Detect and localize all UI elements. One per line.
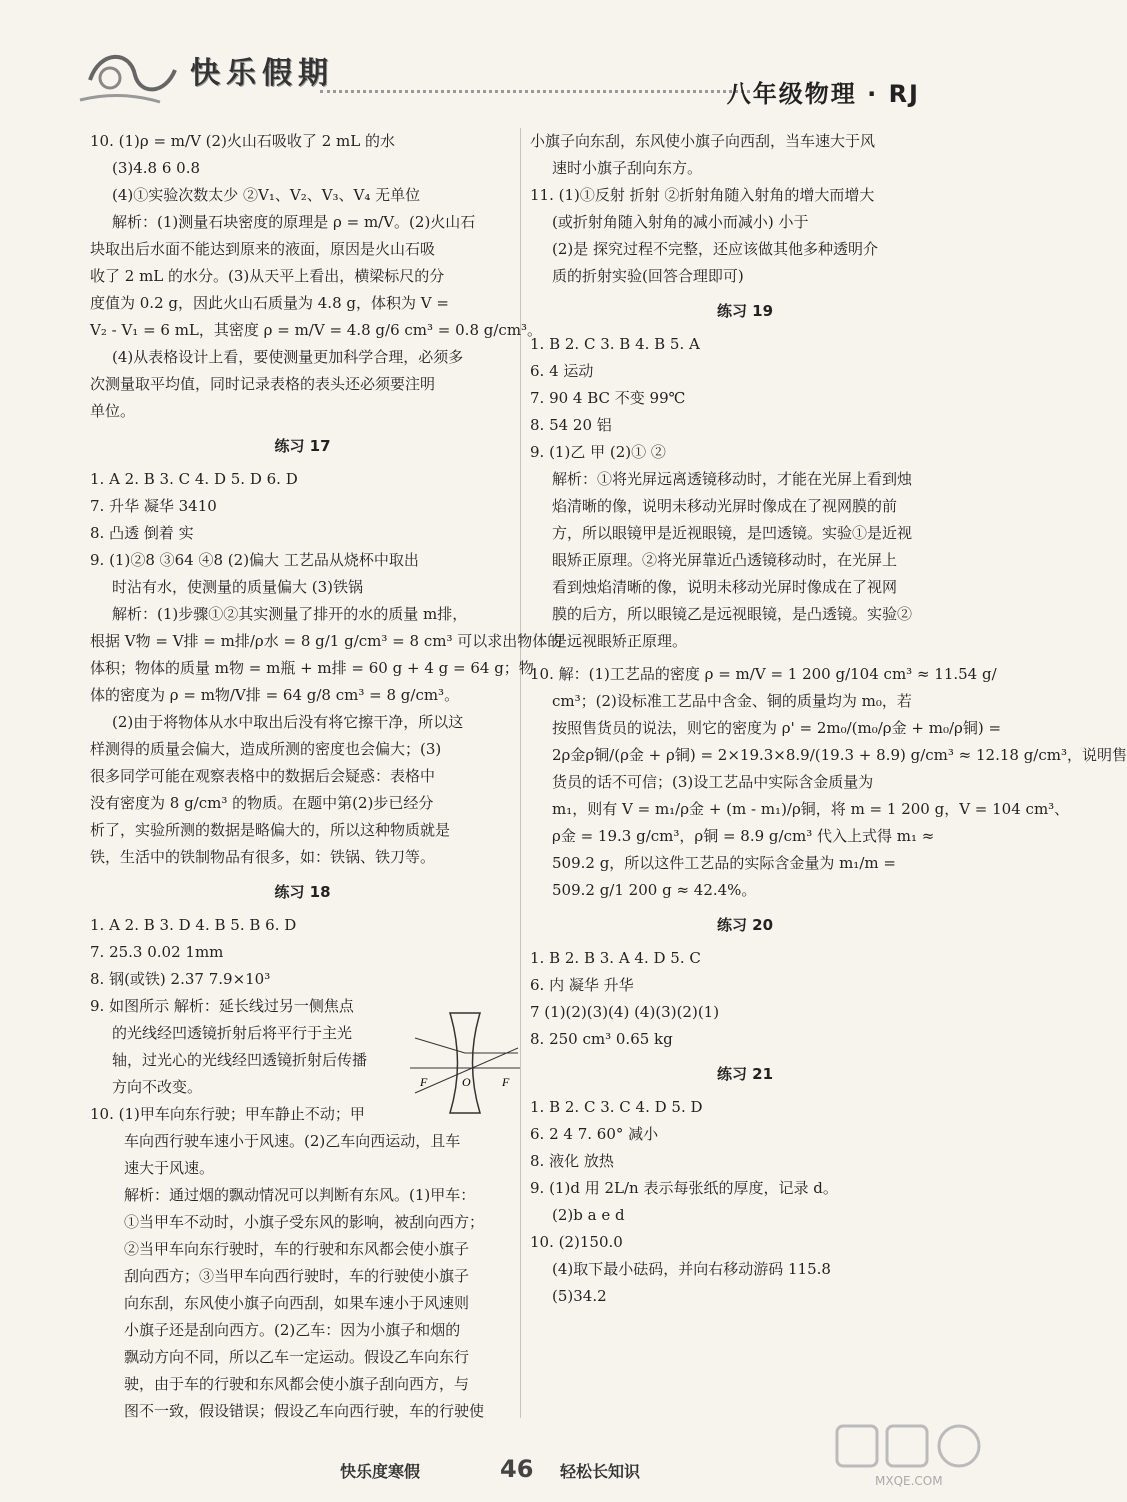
section-title: 练习 19 — [716, 302, 774, 320]
page-footer — [340, 1455, 700, 1485]
text-line: 很多同学可能在观察表格中的数据后会疑惑：表格中 — [90, 767, 436, 785]
text-line: 509.2 g/1 200 g ≈ 42.4%。 — [552, 881, 757, 899]
watermark-logo-icon — [835, 1420, 985, 1476]
text-line: 收了 2 mL 的水分。(3)从天平上看出，横梁标尺的分 — [90, 267, 445, 285]
section-title: 练习 17 — [274, 437, 331, 455]
text-line: ②当甲车向东行驶时，车的行驶和东风都会使小旗子 — [124, 1240, 470, 1258]
text-line: 9. (1)d 用 2L/n 表示每张纸的厚度，记录 d。 — [530, 1179, 838, 1197]
page-number: 46 — [500, 1455, 534, 1483]
text-line: 509.2 g，所以这件工艺品的实际含金量为 m₁/m = — [552, 854, 896, 872]
text-line: 是远视眼矫正原理。 — [552, 632, 688, 650]
text-line: 2ρ金ρ铜/(ρ金 + ρ铜) = 2×19.3×8.9/(19.3 + 8.9) g/cm³ ≈ 12.18 g/cm³，说明售 — [552, 746, 1127, 764]
section-title: 练习 20 — [716, 916, 774, 934]
text-line: 1. B 2. B 3. A 4. D 5. C — [530, 949, 701, 967]
text-line: 质的折射实验(回答合理即可) — [552, 267, 744, 285]
text-line: 焰清晰的像，说明未移动光屏时像成在了视网膜的前 — [552, 497, 898, 515]
text-line: (4)从表格设计上看，要使测量更加科学合理，必须多 — [112, 348, 464, 366]
text-line: 8. 250 cm³ 0.65 kg — [530, 1030, 673, 1048]
text-line: 解析：通过烟的飘动情况可以判断有东风。(1)甲车： — [124, 1186, 476, 1204]
text-line: 10. (1)甲车向东行驶；甲车静止不动；甲 — [90, 1105, 365, 1123]
focus-label-left: F — [420, 1075, 428, 1089]
text-line: 图不一致，假设错误；假设乙车向西行驶，车的行驶使 — [124, 1402, 485, 1420]
logo — [80, 40, 410, 110]
text-line: (2)是 探究过程不完整，还应该做其他多种透明介 — [552, 240, 879, 258]
footer-left-text: 快乐度寒假 — [340, 1462, 421, 1481]
text-line: 8. 54 20 铝 — [530, 416, 612, 434]
text-line: 析了，实验所测的数据是略偏大的，所以这种物质就是 — [90, 821, 451, 839]
text-line: 8. 钢(或铁) 2.37 7.9×10³ — [90, 970, 271, 988]
logo-title: 快乐假期 — [190, 56, 334, 91]
text-line: 6. 内 凝华 升华 — [530, 976, 634, 994]
text-line: 膜的后方，所以眼镜乙是远视眼镜，是凸透镜。实验② — [552, 605, 913, 623]
text-line: 度值为 0.2 g，因此火山石质量为 4.8 g，体积为 V = — [90, 294, 449, 312]
page-header — [80, 40, 940, 120]
text-line: (或折射角随入射角的减小而减小) 小于 — [552, 213, 809, 231]
header-dotted-rule — [320, 90, 750, 93]
text-line: 7. 25.3 0.02 1mm — [90, 943, 224, 961]
text-line: 10. 解：(1)工艺品的密度 ρ = m/V = 1 200 g/104 cm³ ≈ 11.54 g/ — [530, 665, 997, 683]
text-line: 根据 V物 = V排 = m排/ρ水 = 8 g/1 g/cm³ = 8 cm³ 可以求出物体的 — [90, 632, 563, 650]
text-line: ①当甲车不动时，小旗子受东风的影响，被刮向西方； — [124, 1213, 485, 1231]
logo-swirl-icon — [80, 40, 200, 110]
text-line: (5)34.2 — [552, 1287, 607, 1305]
text-line: 时沾有水，使测量的质量偏大 (3)铁锅 — [112, 578, 364, 596]
text-line: 9. (1)乙 甲 (2)① ② — [530, 443, 666, 461]
section-title: 练习 21 — [716, 1065, 774, 1083]
text-line: (3)4.8 6 0.8 — [112, 159, 201, 177]
text-line: 6. 4 运动 — [530, 362, 594, 380]
text-line: 小旗子向东刮，东风使小旗子向西刮，当车速大于风 — [530, 132, 876, 150]
text-line: 7. 90 4 BC 不变 99℃ — [530, 389, 686, 407]
text-line: 轴，过光心的光线经凹透镜折射后传播 — [112, 1051, 368, 1069]
text-line: 速时小旗子刮向东方。 — [552, 159, 703, 177]
text-line: 7 (1)(2)(3)(4) (4)(3)(2)(1) — [530, 1003, 720, 1021]
text-line: 小旗子还是刮向西方。(2)乙车：因为小旗子和烟的 — [124, 1321, 461, 1339]
text-line: 没有密度为 8 g/cm³ 的物质。在题中第(2)步已经分 — [90, 794, 434, 812]
text-line: 的光线经凹透镜折射后将平行于主光 — [112, 1024, 353, 1042]
text-line: 1. B 2. C 3. B 4. B 5. A — [530, 335, 700, 353]
text-line: 8. 液化 放热 — [530, 1152, 614, 1170]
text-line: 铁，生活中的铁制物品有很多，如：铁锅、铁刀等。 — [90, 848, 436, 866]
concave-lens-diagram — [410, 1008, 520, 1118]
text-line: 单位。 — [90, 402, 136, 420]
text-line: 6. 2 4 7. 60° 减小 — [530, 1125, 659, 1143]
text-line: 10. (1)ρ = m/V (2)火山石吸收了 2 mL 的水 — [90, 132, 395, 150]
right-column — [530, 128, 1127, 1310]
watermark-text: MXQE.COM — [875, 1474, 943, 1488]
text-line: 速大于风速。 — [124, 1159, 215, 1177]
text-line: 1. A 2. B 3. C 4. D 5. D 6. D — [90, 470, 298, 488]
text-line: 样测得的质量会偏大，造成所测的密度也会偏大；(3) — [90, 740, 442, 758]
grade-subject-title: 八年级物理 · RJ — [726, 80, 920, 108]
footer-right-text: 轻松长知识 — [560, 1462, 641, 1481]
text-line: 眼矫正原理。②将光屏靠近凸透镜移动时，在光屏上 — [552, 551, 898, 569]
site-watermark — [835, 1420, 995, 1500]
text-line: 体积；物体的质量 m物 = m瓶 + m排 = 60 g + 4 g = 64 g；物 — [90, 659, 534, 677]
optical-center-label: O — [462, 1075, 471, 1089]
text-line: V₂ - V₁ = 6 mL，其密度 ρ = m/V = 4.8 g/6 cm³ = 0.8 g/cm³。 — [90, 321, 543, 339]
text-line: (4)①实验次数太少 ②V₁、V₂、V₃、V₄ 无单位 — [112, 186, 421, 204]
text-line: 7. 升华 凝华 3410 — [90, 497, 217, 515]
text-line: 1. B 2. C 3. C 4. D 5. D — [530, 1098, 703, 1116]
text-line: 方向不改变。 — [112, 1078, 203, 1096]
text-line: 次测量取平均值，同时记录表格的表头还必须要注明 — [90, 375, 436, 393]
text-line: ρ金 = 19.3 g/cm³，ρ铜 = 8.9 g/cm³ 代入上式得 m₁ ≈ — [552, 827, 935, 845]
text-line: 解析：(1)测量石块密度的原理是 ρ = m/V。(2)火山石 — [112, 213, 476, 231]
text-line: 1. A 2. B 3. D 4. B 5. B 6. D — [90, 916, 297, 934]
text-line: 按照售货员的说法，则它的密度为 ρ' = 2m₀/(m₀/ρ金 + m₀/ρ铜) = — [552, 719, 1002, 737]
text-line: (2)b a e d — [552, 1206, 625, 1224]
text-line: 8. 凸透 倒着 实 — [90, 524, 194, 542]
text-line: m₁，则有 V = m₁/ρ金 + (m - m₁)/ρ铜，将 m = 1 200 g，V = 104 cm³、 — [552, 800, 1070, 818]
text-line: 看到烛焰清晰的像，说明未移动光屏时像成在了视网 — [552, 578, 898, 596]
text-line: (4)取下最小砝码，并向右移动游码 115.8 — [552, 1260, 831, 1278]
text-line: cm³；(2)设标准工艺品中含金、铜的质量均为 m₀，若 — [552, 692, 912, 710]
text-line: 驶，由于车的行驶和东风都会使小旗子刮向西方，与 — [124, 1375, 470, 1393]
text-line: (2)由于将物体从水中取出后没有将它擦干净，所以这 — [112, 713, 464, 731]
text-line: 向东刮，东风使小旗子向西刮，如果车速小于风速则 — [124, 1294, 470, 1312]
text-line: 解析：(1)步骤①②其实测量了排开的水的质量 m排， — [112, 605, 468, 623]
text-line: 10. (2)150.0 — [530, 1233, 623, 1251]
text-line: 刮向西方；③当甲车向西行驶时，车的行驶使小旗子 — [124, 1267, 470, 1285]
text-line: 块取出后水面不能达到原来的液面，原因是火山石吸 — [90, 240, 436, 258]
text-line: 体的密度为 ρ = m物/V排 = 64 g/8 cm³ = 8 g/cm³。 — [90, 686, 460, 704]
text-line: 解析：①将光屏远离透镜移动时，才能在光屏上看到烛 — [552, 470, 913, 488]
text-line: 方，所以眼镜甲是近视眼镜，是凹透镜。实验①是近视 — [552, 524, 913, 542]
text-line: 9. (1)②8 ③64 ④8 (2)偏大 工艺品从烧杯中取出 — [90, 551, 419, 569]
section-title: 练习 18 — [274, 883, 331, 901]
text-line: 车向西行驶车速小于风速。(2)乙车向西运动，且车 — [124, 1132, 461, 1150]
text-line: 11. (1)①反射 折射 ②折射角随入射角的增大而增大 — [530, 186, 875, 204]
text-line: 飘动方向不同，所以乙车一定运动。假设乙车向东行 — [124, 1348, 470, 1366]
text-line: 9. 如图所示 解析：延长线过另一侧焦点 — [90, 997, 354, 1015]
focus-label-right: F — [502, 1075, 510, 1089]
text-line: 货员的话不可信；(3)设工艺品中实际含金质量为 — [552, 773, 874, 791]
